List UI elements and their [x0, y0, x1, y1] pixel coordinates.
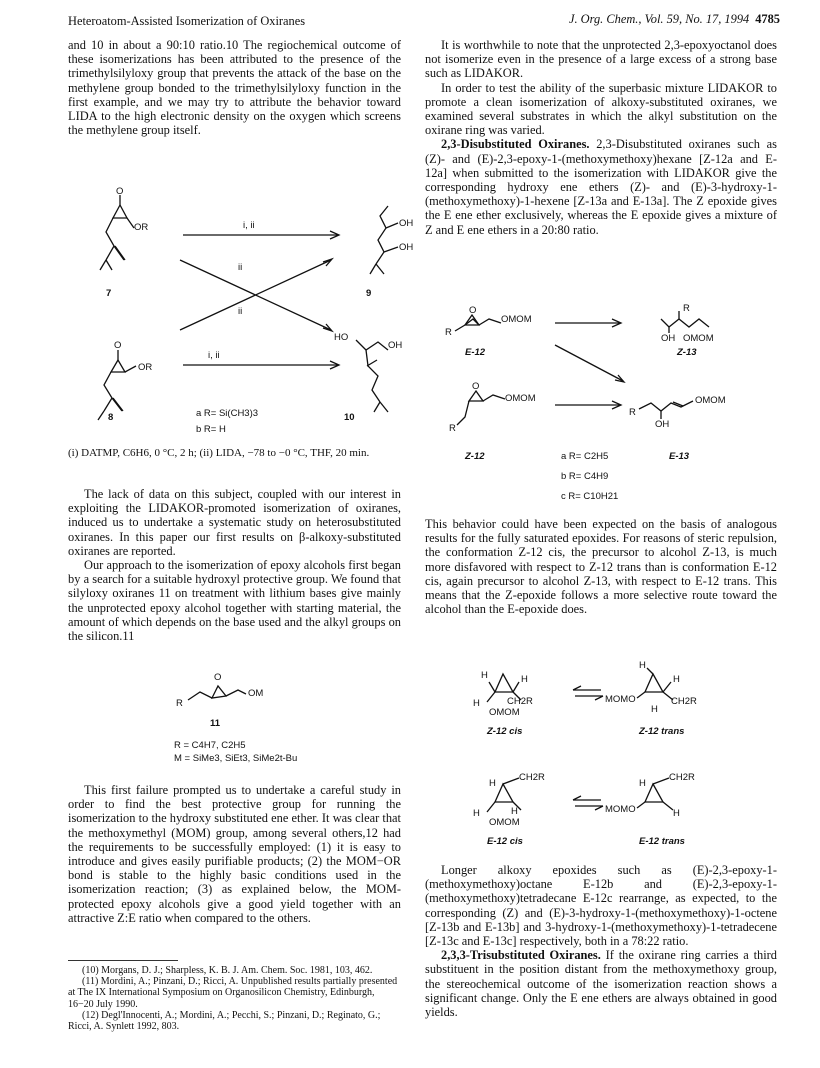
- z12-r: R: [449, 423, 456, 434]
- scheme-1-oh-9a: OH: [399, 218, 414, 229]
- cross-arrow-reagent-1: ii: [238, 262, 243, 273]
- footnote-11: (11) Mordini, A.; Pinzani, D.; Ricci, A. Unpublished results partially presented at The IX International Symposium on Organosilicon Chemistry, Edinburgh, 16−20 July 1990.: [68, 976, 398, 1010]
- scheme-3-substituent-b: b R= C4H9: [561, 471, 609, 482]
- e12trans-h1: H: [639, 778, 646, 789]
- right-paragraph-2: In order to test the ability of the superbasic mixture LIDAKOR to promote a clean isomerization of alkoxy-substituted oxiranes, we examined several substrates in which the alkyl substitution on the oxirane ring was varied.: [425, 80, 777, 138]
- compound-label-9: 9: [366, 288, 372, 299]
- scheme-2-om: OM: [248, 688, 264, 699]
- z13-oh: OH: [661, 333, 676, 344]
- scheme-1-o-7: O: [116, 186, 124, 197]
- label-z12-cis: Z-12 cis: [487, 726, 523, 737]
- scheme-1-or-top: OR: [134, 222, 149, 233]
- z12cis-h1: H: [481, 670, 488, 681]
- e12-omom: OMOM: [501, 314, 532, 325]
- scheme-3: [425, 305, 777, 510]
- scheme-3-substituent-c: c R= C10H21: [561, 491, 619, 502]
- left-paragraph-3: Our approach to the isomerization of epoxy alcohols first began by a search for a suitable hydroxyl protective group. We found that silyloxy oxiranes 11 on treatment with lithium bases give mainly the unprotected epoxy alcohol together with starting material, the amount of which depends on the base used and the alkyl groups on the silicon.11: [68, 558, 401, 644]
- cross-arrow-reagent-2: ii: [238, 306, 243, 317]
- z12-o: O: [472, 381, 480, 392]
- z12trans-momo: MOMO: [605, 694, 636, 705]
- z12cis-h3: H: [473, 698, 480, 709]
- conformation-drawing: [425, 660, 777, 855]
- scheme-1-or-bottom: OR: [138, 362, 153, 373]
- z12cis-omom: OMOM: [489, 707, 520, 718]
- z12trans-ch2r: CH2R: [671, 696, 697, 707]
- e12trans-momo: MOMO: [605, 804, 636, 815]
- compound-label-e12: E-12: [465, 347, 486, 358]
- scheme-1: [68, 180, 414, 445]
- section-heading-disubstituted: 2,3-Disubstituted Oxiranes.: [441, 137, 590, 152]
- journal-citation: J. Org. Chem., Vol. 59, No. 17, 1994: [568, 12, 750, 26]
- scheme-2-m-definition: M = SiMe3, SiEt3, SiMe2t-Bu: [174, 753, 298, 764]
- label-e12-trans: E-12 trans: [639, 836, 685, 847]
- compound-label-7: 7: [106, 288, 112, 299]
- compound-label-8: 8: [108, 412, 114, 423]
- page-number: 4785: [755, 12, 780, 26]
- conformation-scheme: [425, 660, 777, 855]
- e12cis-h2: H: [473, 808, 480, 819]
- z12trans-h3: H: [651, 704, 658, 715]
- scheme-2: [68, 660, 401, 770]
- right-column: [425, 38, 777, 237]
- right-column-middle: [425, 517, 777, 616]
- e12-o: O: [469, 305, 477, 316]
- compound-label-10: 10: [344, 412, 355, 423]
- scheme-2-r: R: [176, 698, 183, 709]
- e12cis-h1: H: [489, 778, 496, 789]
- right-column-bottom: [425, 863, 777, 1019]
- compound-label-z12: Z-12: [465, 451, 485, 462]
- e12cis-h3: H: [511, 806, 518, 817]
- arrow-top-reagents: i, ii: [243, 220, 255, 231]
- scheme-1-caption: (i) DATMP, C6H6, 0 °C, 2 h; (ii) LIDA, −78 to −0 °C, THF, 20 min.: [68, 447, 370, 459]
- scheme-2-r-definition: R = C4H7, C2H5: [174, 740, 246, 751]
- left-column-final: [68, 783, 401, 925]
- left-column: [68, 38, 401, 137]
- compound-label-e13: E-13: [669, 451, 690, 462]
- scheme-1-oh-10: OH: [388, 340, 403, 351]
- footnote-10: (10) Morgans, D. J.; Sharpless, K. B. J. Am. Chem. Soc. 1981, 103, 462.: [82, 965, 373, 976]
- running-header-right: [569, 12, 780, 27]
- right-paragraph-3: 2,3-Disubstituted Oxiranes. 2,3-Disubstituted oxiranes such as (Z)- and (E)-2,3-epoxy-1-(methoxymethoxy)hexane [Z-12a and E-12a] when submitted to the isomerization with LIDAKOR give the corresponding hydroxy ene ethers (Z)- and (E)-3-hydroxy-1-(methoxymethoxy)-1-hexene [Z-13a and E-13a]. The Z epoxide gives the E ene ether exclusively, whereas the E epoxide gives a mixture of Z and E ene ethers in a 20:80 ratio.: [425, 137, 777, 237]
- scheme-1-drawing: [68, 180, 401, 445]
- substituent-a: a R= Si(CH3)3: [196, 408, 259, 419]
- scheme-3-substituent-a: a R= C2H5: [561, 451, 609, 462]
- scheme-1-ho-10: HO: [334, 332, 349, 343]
- scheme-2-o: O: [214, 672, 222, 683]
- footnote-12: (12) Degl'Innocenti, A.; Mordini, A.; Pecchi, S.; Pinzani, D.; Reginato, G.; Ricci, A. Synlett 1992, 803.: [68, 1009, 381, 1033]
- left-paragraph-1: and 10 in about a 90:10 ratio.10 The regiochemical outcome of these isomerizations has been attributed to the presence of the trimethylsilyloxy group that prevents the attack of the base on the methylene group bonded to the trimethylsilyloxy function in the first example, and we may try to attribute the behavior toward LIDA to the high electronic density on the oxygen which screens the methylene group itself.: [68, 38, 401, 138]
- label-z12-trans: Z-12 trans: [639, 726, 685, 737]
- z13-r: R: [683, 303, 690, 314]
- z13-omom: OMOM: [683, 333, 714, 344]
- e12-r: R: [445, 327, 452, 338]
- scheme-1-oh-9b: OH: [399, 242, 414, 253]
- scheme-1-o-8: O: [114, 340, 122, 351]
- left-column-body: [68, 487, 401, 643]
- e12trans-ch2r: CH2R: [669, 772, 695, 783]
- footnote-rule: [68, 960, 178, 961]
- e12trans-h2: H: [673, 808, 680, 819]
- section-heading-trisubstituted: 2,3,3-Trisubstituted Oxiranes.: [441, 948, 601, 963]
- e13-r: R: [629, 407, 636, 418]
- compound-label-11: 11: [210, 718, 221, 729]
- label-e12-cis: E-12 cis: [487, 836, 523, 847]
- left-paragraph-2: The lack of data on this subject, coupled with our interest in exploiting the LIDAKOR-promoted isomerization of oxiranes, induced us to undertake a systematic study on heterosubstituted oxiranes. In this paper our first results on β-alkoxy-substituted oxiranes are reported.: [68, 487, 401, 558]
- scheme-2-drawing: [68, 660, 401, 720]
- right-paragraph-5: Longer alkoxy epoxides such as (E)-2,3-epoxy-1-(methoxymethoxy)octane E-12b and (E)-2,3-epoxy-1-(methoxymethoxy)tetradecane E-12c rearrange, as expected, to the corresponding (Z) and (E)-3-hydroxy-1-(methoxymethoxy)-1-octene [Z-13b and E-13b] and 3-hydroxy-1-(methoxymethoxy)-1-tetradecene [Z-13c and E-13c] respectively, both in a 78:22 ratio.: [425, 863, 777, 949]
- substituent-b: b R= H: [196, 424, 226, 435]
- z12trans-h2: H: [673, 674, 680, 685]
- e13-omom: OMOM: [695, 395, 726, 406]
- e12cis-omom: OMOM: [489, 817, 520, 828]
- right-paragraph-1: It is worthwhile to note that the unprotected 2,3-epoxyoctanol does not isomerize even in the presence of a large excess of a strong base such as LIDAKOR.: [425, 38, 777, 81]
- z12cis-ch2r: CH2R: [507, 696, 533, 707]
- running-header-left: Heteroatom-Assisted Isomerization of Oxiranes: [68, 14, 306, 28]
- footnotes: [68, 965, 401, 1032]
- compound-label-z13: Z-13: [677, 347, 697, 358]
- z12cis-h2: H: [521, 674, 528, 685]
- e12cis-ch2r: CH2R: [519, 772, 545, 783]
- right-paragraph-4: This behavior could have been expected on the basis of analogous results for the fully saturated epoxides. For reasons of steric repulsion, the conformation Z-12 cis, the precursor to alcohol Z-13, is much more disfavored with respect to Z-12 trans than is conformation E-12 cis, again precursor to alcohol Z-13, with respect to E-12 trans. This means that the Z-epoxide follows a more selective route toward the alcohol than the E-epoxide does.: [425, 517, 777, 617]
- z12trans-h1: H: [639, 660, 646, 671]
- right-paragraph-6: 2,3,3-Trisubstituted Oxiranes. If the oxirane ring carries a third substituent in the position distant from the methoxymethoxy group, the stereochemical outcome of the isomerization reaction shows a significant change. Only the E ene ethers are always obtained in good yields.: [425, 948, 777, 1020]
- z12-omom: OMOM: [505, 393, 536, 404]
- e13-oh: OH: [655, 419, 670, 430]
- arrow-bottom-reagents: i, ii: [208, 350, 220, 361]
- left-paragraph-4: This first failure prompted us to undertake a careful study in order to find the best protective group for running the isomerization to the hydroxy substituted ene ether. It was clear that the methoxymethyl (MOM) group, among several others,12 had the requirements to be successfully employed: (1) it is easy to introduce and gives easily purifiable products; (2) the MOM−OR bond is stable to the highly basic conditions used in the isomerization reaction; (3) as explained below, the MOM-protected epoxy alcohols give a good yield together with an attractive Z:E ratio when compared to the others.: [68, 783, 401, 925]
